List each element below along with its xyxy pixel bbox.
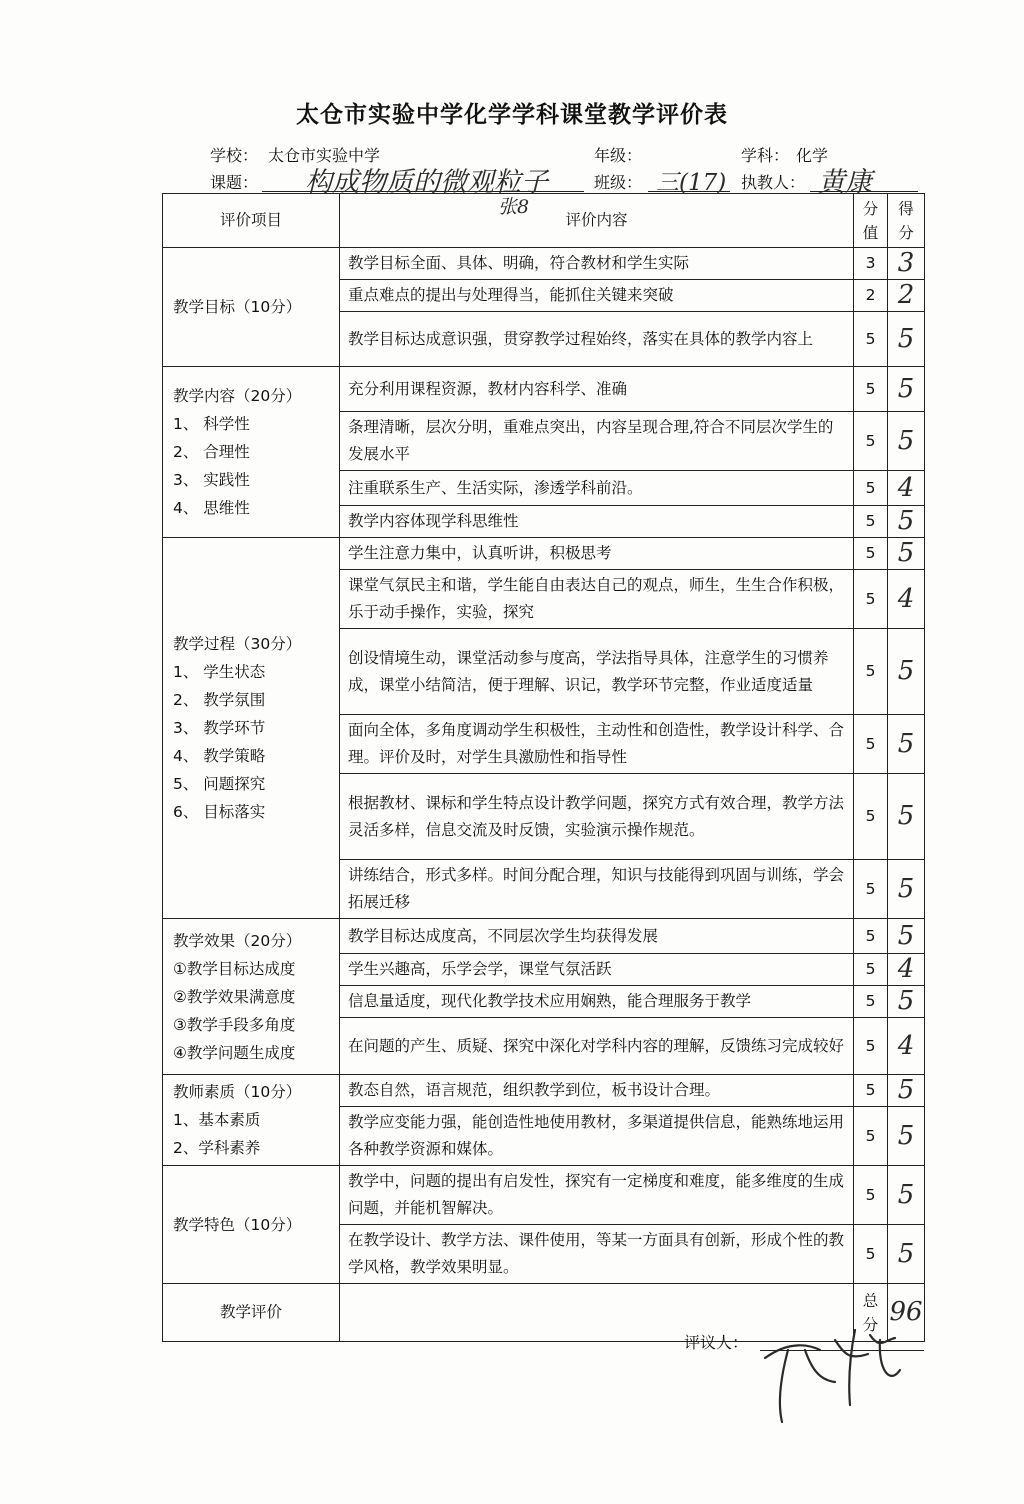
- criterion-text: 重点难点的提出与处理得当，能抓住关键来突破: [340, 280, 854, 312]
- grade-label: 年级：: [594, 146, 643, 165]
- criterion-score: 3: [888, 248, 925, 280]
- header-score-top: 得: [898, 199, 914, 218]
- table-row: [163, 538, 925, 570]
- total-label-top: 总: [862, 1291, 879, 1310]
- section-criterion: 4、 思维性: [173, 499, 250, 517]
- reviewer-signature: [750, 1310, 920, 1430]
- criterion-text: 教学目标全面、具体、明确，符合教材和学生实际: [340, 248, 854, 280]
- criterion-text: 面向全体，多角度调动学生积极性，主动性和创造性，教学设计科学、合理。评价及时，对学生具激励性和指导性: [340, 715, 854, 774]
- criterion-weight: 5: [854, 538, 888, 570]
- criterion-text: 课堂气氛民主和谐，学生能自由表达自己的观点，师生，生生合作积极，乐于动手操作，实验，探究: [340, 570, 854, 629]
- topic-label: 课题：: [210, 173, 259, 192]
- section-criterion: 2、 合理性: [173, 443, 250, 461]
- criterion-score: 4: [888, 471, 925, 506]
- criterion-score: 5: [888, 629, 925, 715]
- section-criterion: 2、学科素养: [173, 1139, 261, 1157]
- criterion-weight: 5: [854, 1225, 888, 1284]
- criterion-text: 教学目标达成度高，不同层次学生均获得发展: [340, 919, 854, 954]
- criterion-weight: 5: [854, 1107, 888, 1166]
- header-score: [888, 194, 925, 248]
- section-criterion: 2、 教学氛围: [173, 691, 266, 709]
- criterion-score: 5: [888, 860, 925, 919]
- table-row: [163, 1075, 925, 1107]
- criterion-weight: 3: [854, 248, 888, 280]
- evaluation-table: [162, 193, 925, 1342]
- school-label: 学校：: [210, 146, 259, 165]
- header-weight: [854, 194, 888, 248]
- criterion-weight: 5: [854, 471, 888, 506]
- criterion-text: 创设情境生动，课堂活动参与度高，学法指导具体，注意学生的习惯养成，课堂小结简洁，便于理解、识记，教学环节完整，作业适度适量: [340, 629, 854, 715]
- table-row: [163, 919, 925, 954]
- criterion-weight: 5: [854, 1166, 888, 1225]
- criterion-weight: 5: [854, 774, 888, 860]
- header-weight-top: 分: [862, 199, 879, 218]
- criterion-text: 教学内容体现学科思维性: [340, 506, 854, 538]
- criterion-text: 根据教材、课标和学生特点设计教学问题，探究方式有效合理，教学方法灵活多样，信息交流及时反馈，实验演示操作规范。: [340, 774, 854, 860]
- criterion-score: 5: [888, 1075, 925, 1107]
- section-title: 教师素质（10分）: [173, 1083, 302, 1101]
- criterion-score: 2: [888, 280, 925, 312]
- criterion-text: 学生兴趣高，乐学会学，课堂气氛活跃: [340, 954, 854, 986]
- table-row: [163, 367, 925, 412]
- section-criterion: 1、基本素质: [173, 1111, 261, 1129]
- table-header-row: [163, 194, 925, 248]
- section-title: 教学目标（10分）: [173, 298, 302, 316]
- criterion-score: 5: [888, 1166, 925, 1225]
- criterion-text: 条理清晰，层次分明，重难点突出，内容呈现合理,符合不同层次学生的发展水平: [340, 412, 854, 471]
- criterion-score: 5: [888, 506, 925, 538]
- school-value: 太仓市实验中学: [268, 146, 381, 165]
- section-title: 教学效果（20分）: [173, 931, 302, 950]
- section-criterion: 6、 目标落实: [173, 803, 266, 821]
- criterion-weight: 5: [854, 954, 888, 986]
- section-title: 教学过程（30分）: [173, 635, 302, 653]
- criterion-score: 5: [888, 986, 925, 1018]
- class-label: 班级：: [594, 173, 643, 192]
- criterion-text: 教学中，问题的提出有启发性，探究有一定梯度和难度，能多维度的生成问题，并能机智解决。: [340, 1166, 854, 1225]
- criterion-score: 4: [888, 1018, 925, 1075]
- section-criterion: 5、 问题探究: [173, 775, 266, 793]
- criterion-weight: 5: [854, 986, 888, 1018]
- evaluation-table-body: [163, 194, 925, 1342]
- form-title: 太仓市实验中学化学学科课堂教学评价表: [296, 102, 728, 128]
- criterion-text: 教态自然，语言规范，组织教学到位，板书设计合理。: [340, 1075, 854, 1107]
- criterion-weight: 5: [854, 1018, 888, 1075]
- section-criterion: 1、 科学性: [173, 415, 250, 433]
- section-title-cell: [163, 367, 340, 538]
- criterion-weight: 5: [854, 412, 888, 471]
- section-title-cell: [163, 1075, 340, 1166]
- criterion-score: 5: [888, 367, 925, 412]
- criterion-score: 5: [888, 1225, 925, 1284]
- total-score: 96: [888, 1284, 925, 1342]
- subject-value: 化学: [796, 146, 829, 165]
- criterion-score: 4: [888, 570, 925, 629]
- criterion-score: 5: [888, 774, 925, 860]
- section-title-cell: [163, 919, 340, 1075]
- table-row: [163, 248, 925, 280]
- section-title-cell: [163, 248, 340, 367]
- criterion-weight: 5: [854, 506, 888, 538]
- section-criterion: 3、 教学环节: [173, 719, 266, 737]
- section-criterion: 3、 实践性: [173, 471, 250, 489]
- header-score-bottom: 分: [898, 223, 914, 242]
- section-title-cell: [163, 1166, 340, 1284]
- criterion-text: 注重联系生产、生活实际，渗透学科前沿。: [340, 471, 854, 506]
- table-row: [163, 1166, 925, 1225]
- section-criterion: ②教学效果满意度: [173, 987, 296, 1006]
- criterion-score: 5: [888, 919, 925, 954]
- criterion-text: 充分利用课程资源，教材内容科学、准确: [340, 367, 854, 412]
- reviewer-label: 评议人：: [684, 1333, 749, 1352]
- criterion-score: 5: [888, 412, 925, 471]
- criterion-text: 信息量适度，现代化教学技术应用娴熟，能合理服务于教学: [340, 986, 854, 1018]
- criterion-score: 5: [888, 312, 925, 367]
- criterion-weight: 5: [854, 367, 888, 412]
- criterion-weight: 5: [854, 312, 888, 367]
- criterion-text: 教学目标达成意识强，贯穿教学过程始终，落实在具体的教学内容上: [340, 312, 854, 367]
- criterion-weight: 2: [854, 280, 888, 312]
- criterion-text: 在问题的产生、质疑、探究中深化对学科内容的理解，反馈练习完成较好: [340, 1018, 854, 1075]
- section-title: 教学内容（20分）: [173, 387, 302, 405]
- criterion-text: 教学应变能力强，能创造性地使用教材，多渠道提供信息，能熟练地运用各种教学资源和媒体。: [340, 1107, 854, 1166]
- teacher-label: 执教人：: [741, 173, 806, 192]
- topic-value: 构成物质的微观粒子: [305, 167, 548, 198]
- criterion-text: 学生注意力集中，认真听讲，积极思考: [340, 538, 854, 570]
- section-criterion: ①教学目标达成度: [173, 959, 296, 978]
- header-note: 张8: [498, 196, 530, 218]
- teacher-value: 黄康: [818, 167, 872, 198]
- header-item: 评价项目: [163, 194, 340, 248]
- class-value: 三(17): [656, 170, 727, 196]
- criterion-score: 5: [888, 538, 925, 570]
- criterion-text: 在教学设计、教学方法、课件使用，等某一方面具有创新，形成个性的教学风格，教学效果明显。: [340, 1225, 854, 1284]
- section-title-cell: [163, 538, 340, 919]
- criterion-weight: 5: [854, 860, 888, 919]
- criterion-text: 讲练结合，形式多样。时间分配合理，知识与技能得到巩固与训练，学会拓展迁移: [340, 860, 854, 919]
- criterion-score: 4: [888, 954, 925, 986]
- criterion-weight: 5: [854, 715, 888, 774]
- evaluation-label: 教学评价: [163, 1284, 340, 1342]
- criterion-weight: 5: [854, 1075, 888, 1107]
- section-title: 教学特色（10分）: [173, 1215, 302, 1234]
- criterion-weight: 5: [854, 919, 888, 954]
- header-weight-bottom: 值: [862, 223, 879, 242]
- criterion-weight: 5: [854, 629, 888, 715]
- section-criterion: 4、 教学策略: [173, 747, 266, 765]
- section-criterion: ④教学问题生成度: [173, 1043, 296, 1062]
- criterion-weight: 5: [854, 570, 888, 629]
- subject-label: 学科：: [741, 146, 790, 165]
- criterion-score: 5: [888, 1107, 925, 1166]
- section-criterion: ③教学手段多角度: [173, 1015, 296, 1034]
- criterion-score: 5: [888, 715, 925, 774]
- header-content: 评价内容: [340, 194, 854, 248]
- section-criterion: 1、 学生状态: [173, 663, 266, 681]
- total-label-bottom: 分: [862, 1315, 879, 1334]
